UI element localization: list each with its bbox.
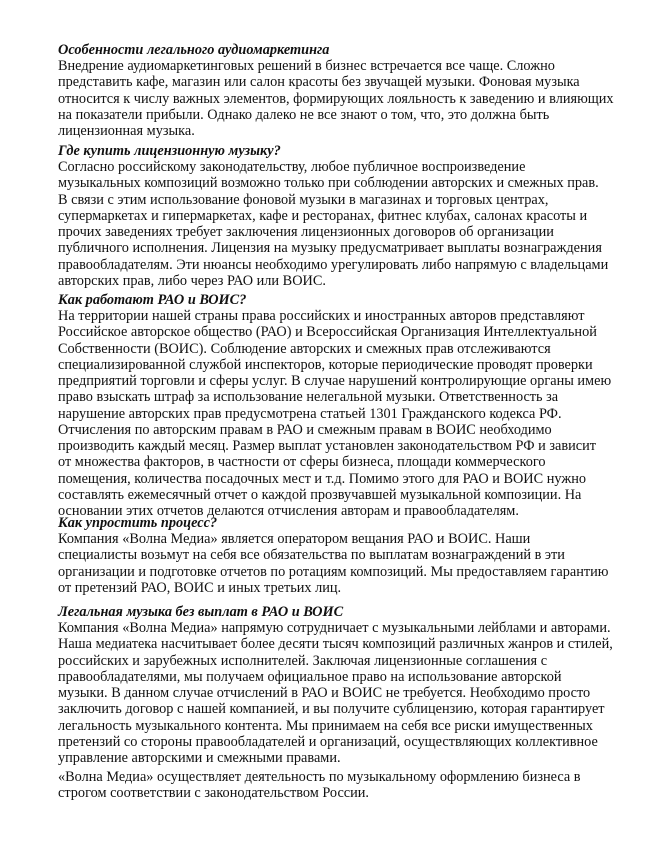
paragraph-line: В связи с этим использование фоновой музыки в магазинах и торговых центрах, bbox=[58, 191, 549, 208]
paragraph-line: Компания «Волна Медиа» является оператором вещания РАО и ВОИС. Наши bbox=[58, 531, 531, 547]
paragraph-line: основании этих отчетов делаются отчисления авторам и правообладателям. bbox=[58, 503, 519, 519]
paragraph-line: «Волна Медиа» осуществляет деятельность по музыкальному оформлению бизнеса в bbox=[58, 769, 581, 785]
section-heading: Особенности легального аудиомаркетинга bbox=[58, 42, 330, 58]
paragraph-line: заключить договор с нашей компанией, и вы получите сублицензию, которая гарантирует bbox=[58, 701, 605, 718]
paragraph-line: музыки. В данном случае отчислений в РАО и ВОИС не требуется. Необходимо просто bbox=[58, 685, 591, 701]
paragraph-line: Согласно российскому законодательству, любое публичное воспроизведение bbox=[58, 159, 526, 175]
section-simplify-process bbox=[58, 515, 618, 596]
paragraph-line: прочих заведениях требует заключения лицензионных договоров об организации bbox=[58, 224, 554, 240]
paragraph-line: супермаркетах и гипермаркетах, кафе и ресторанах, фитнес клубах, салонах красоты и bbox=[58, 207, 588, 224]
section-heading: Как упростить процесс? bbox=[58, 515, 218, 531]
paragraph-line: музыкальных композиций возможно только при соблюдении авторских и смежных прав. bbox=[58, 175, 599, 192]
paragraph-line: специализированной службой инспекторов, которые периодические проводят проверки bbox=[58, 356, 593, 373]
paragraph-line: нарушение авторских прав предусмотрена статьей 1301 Гражданского кодекса РФ. bbox=[58, 405, 562, 422]
section-heading: Где купить лицензионную музыку? bbox=[58, 143, 281, 159]
closing-paragraph bbox=[58, 769, 618, 802]
paragraph-line: авторских прав, либо через РАО или ВОИС. bbox=[58, 272, 326, 289]
paragraph-line: Российское авторское общество (РАО) и Всероссийская Организация Интеллектуальной bbox=[58, 324, 597, 341]
paragraph-line: предприятий торговли и сферы услуг. В случае нарушений контролирующие органы имею bbox=[58, 373, 612, 389]
paragraph-line: право взыскать штраф за использование нелегальной музыки. Ответственность за bbox=[58, 389, 559, 406]
section-where-to-buy bbox=[58, 143, 618, 289]
paragraph-line: относится к числу важных элементов, формирующих лояльность к заведению и влияющих bbox=[58, 90, 614, 107]
paragraph-line: легальность музыкального контента. Мы принимаем на себя все риски имущественных bbox=[58, 717, 593, 734]
paragraph-line: Наша медиатека насчитывает более десяти тысяч композиций различных жанров и стилей, bbox=[58, 636, 613, 653]
section-heading: Как работают РАО и ВОИС? bbox=[58, 292, 247, 308]
section-how-rao-vois-work bbox=[58, 292, 618, 519]
paragraph-line: На территории нашей страны права российских и иностранных авторов представляют bbox=[58, 308, 585, 324]
paragraph-line: организации и подготовке отчетов по ротациям композиций. Мы предоставляем гарантию bbox=[58, 563, 609, 580]
paragraph-line: специалисты возьмут на себя все обязательства по выплатам вознаграждений в эти bbox=[58, 547, 565, 564]
section-legal-audio-marketing bbox=[58, 42, 618, 139]
paragraph-line: Отчисления по авторским правам в РАО и смежным правам в ВОИС необходимо bbox=[58, 421, 552, 438]
paragraph-line: Внедрение аудиомаркетинговых решений в бизнес встречается все чаще. Сложно bbox=[58, 58, 555, 74]
section-legal-music-no-payments bbox=[58, 604, 618, 766]
paragraph-line: управление авторскими и смежными правами. bbox=[58, 750, 341, 766]
paragraph-line: производить каждый месяц. Размер выплат установлен законодательством РФ и зависит bbox=[58, 438, 596, 454]
paragraph-line: российских и зарубежных исполнителей. Заключая лицензионные соглашения с bbox=[58, 652, 548, 669]
paragraph-line: строгом соответствии с законодательством России. bbox=[58, 785, 370, 802]
paragraph-line: лицензионная музыка. bbox=[58, 123, 195, 139]
paragraph-line: Компания «Волна Медиа» напрямую сотрудничает с музыкальными лейблами и авторами. bbox=[58, 620, 611, 636]
paragraph-line: Собственности (ВОИС). Соблюдение авторских и смежных прав отслеживаются bbox=[58, 340, 551, 357]
paragraph-line: представить кафе, магазин или салон красоты без звучащей музыки. Фоновая музыка bbox=[58, 74, 580, 91]
paragraph-line: помещения, количества посадочных мест и т.д. Помимо этого для РАО и ВОИС нужно bbox=[58, 470, 587, 487]
paragraph-line: составлять ежемесячный отчет о каждой прозвучавшей музыкальной композиции. На bbox=[58, 486, 582, 503]
paragraph-line: правообладателям. Эти нюансы необходимо урегулировать либо напрямую с владельцами bbox=[58, 256, 609, 273]
paragraph-line: от множества факторов, в частности от сферы бизнеса, площади коммерческого bbox=[58, 454, 546, 471]
paragraph-line: от претензий РАО, ВОИС и иных третьих лиц. bbox=[58, 579, 342, 596]
section-heading: Легальная музыка без выплат в РАО и ВОИС bbox=[58, 604, 344, 620]
paragraph-line: на показатели прибыли. Однако далеко не все знают о том, что, это должна быть bbox=[58, 106, 550, 123]
paragraph-line: претензий со стороны правообладателей и организаций, осуществляющих коллективное bbox=[58, 733, 598, 750]
paragraph-line: правообладателями, мы получаем официальное право на использование авторской bbox=[58, 668, 562, 685]
paragraph-line: публичного исполнения. Лицензия на музыку предусматривает выплаты вознаграждения bbox=[58, 240, 602, 257]
